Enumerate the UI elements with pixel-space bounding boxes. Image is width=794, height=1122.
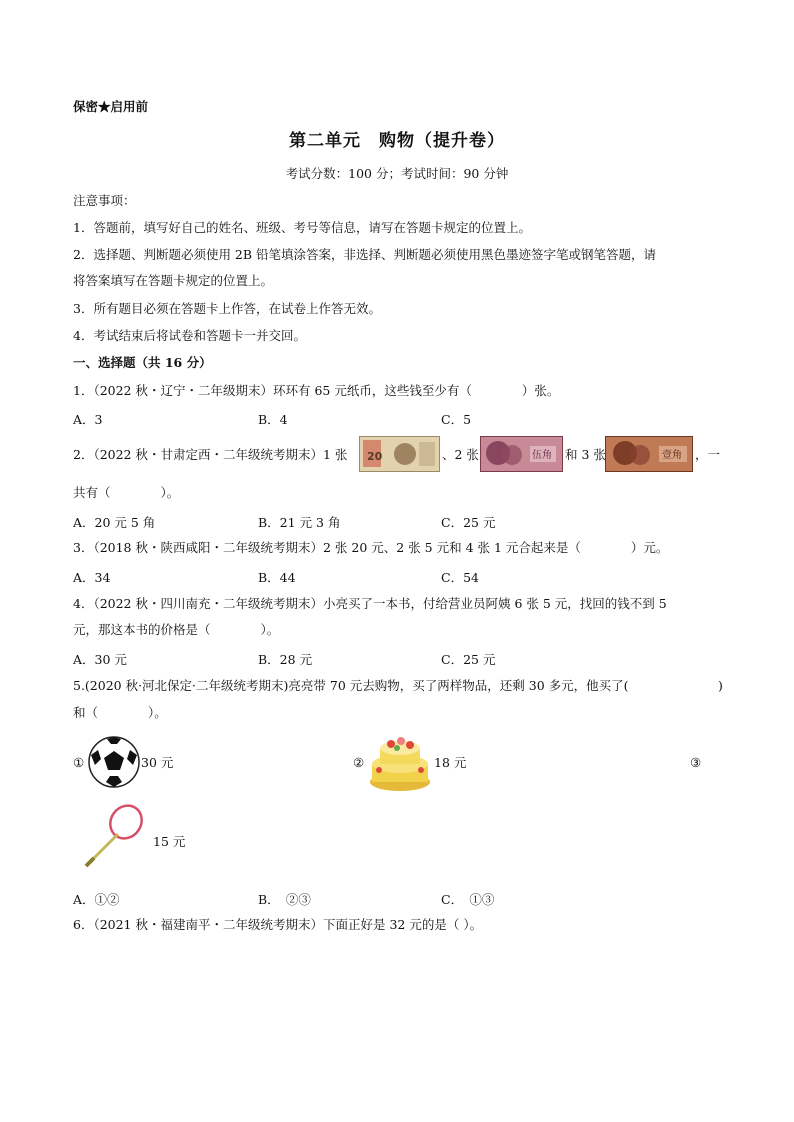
q1-option-a[interactable]: A．3 [73, 412, 103, 427]
q3-option-a[interactable]: A．34 [73, 570, 111, 585]
q2-stem-part3: 和 3 张 [565, 447, 606, 462]
note-3: 3．所有题目必须在答题卡上作答，在试卷上作答无效。 [73, 301, 381, 316]
banknote-20-yuan [359, 436, 440, 472]
item2-price: 18 元 [434, 755, 467, 770]
item1-price: 30 元 [141, 755, 174, 770]
note-2-line1: 2．选择题、判断题必须使用 2B 铅笔填涂答案，非选择、判断题必须使用黑色墨迹签字笔或钢笔答题，请 [73, 247, 657, 262]
q5-option-b[interactable]: B． ②③ [258, 892, 311, 907]
q5-option-a[interactable]: A．①② [73, 892, 120, 907]
q4-option-a[interactable]: A．30 元 [73, 652, 127, 667]
item3-price: 15 元 [153, 834, 186, 849]
confidential-label: 保密★启用前 [73, 99, 149, 114]
q3-stem: 3．（2018 秋・陕西咸阳・二年级统考期末）2 张 20 元、2 张 5 元和 4 张 1 元合起来是（ ）元。 [73, 540, 669, 555]
q2-stem-part1: 2．（2022 秋・甘肃定西・二年级统考期末）1 张 [73, 447, 348, 462]
q2-stem-part5: 共有（ ）。 [73, 485, 180, 500]
badminton-racket-icon [80, 802, 146, 870]
q1-option-c[interactable]: C．5 [441, 412, 472, 427]
soccer-ball-icon [87, 735, 141, 789]
note-2-line2: 将答案填写在答题卡规定的位置上。 [73, 273, 274, 288]
cake-icon [367, 730, 433, 794]
exam-info: 考试分数：100 分；考试时间：90 分钟 [285, 166, 509, 181]
notes-heading: 注意事项： [73, 193, 136, 208]
item2-marker: ② [353, 755, 365, 770]
q4-option-b[interactable]: B．28 元 [258, 652, 313, 667]
q2-stem-part4: ，一 [695, 447, 721, 462]
banknote-1-jiao [605, 436, 693, 472]
q2-option-b[interactable]: B．21 元 3 角 [258, 515, 341, 530]
q4-stem-line2: 元，那这本书的价格是（ ）。 [73, 622, 280, 637]
note-1: 1．答题前，填写好自己的姓名、班级、考号等信息，请写在答题卡规定的位置上。 [73, 220, 531, 235]
page-title: 第二单元 购物（提升卷） [289, 131, 505, 151]
section-heading: 一、选择题（共 16 分） [73, 355, 212, 370]
note-4: 4．考试结束后将试卷和答题卡一并交回。 [73, 328, 306, 343]
item1-marker: ① [73, 755, 85, 770]
q3-option-b[interactable]: B．44 [258, 570, 296, 585]
banknote-5-jiao-label: 伍角 [532, 450, 552, 461]
q2-option-a[interactable]: A．20 元 5 角 [73, 515, 156, 530]
item3-marker: ③ [690, 755, 702, 770]
q5-stem-line2: 和（ ）。 [73, 705, 167, 720]
q2-stem-part2: 、2 张 [442, 447, 479, 462]
q6-stem: 6．（2021 秋・福建南平・二年级统考期末）下面正好是 32 元的是（ ）。 [73, 917, 483, 932]
q5-option-c[interactable]: C． ①③ [441, 892, 495, 907]
q4-option-c[interactable]: C．25 元 [441, 652, 496, 667]
banknote-1-jiao-label: 壹角 [662, 450, 682, 461]
q4-stem-line1: 4．（2022 秋・四川南充・二年级统考期末）小亮买了一本书，付给营业员阿姨 6 张 5 元，找回的钱不到 5 [73, 596, 667, 611]
q3-option-c[interactable]: C．54 [441, 570, 479, 585]
q1-stem: 1．（2022 秋・辽宁・二年级期末）环环有 65 元纸币，这些钱至少有（ ）张。 [73, 383, 560, 398]
q5-stem-line1-end: ) [718, 678, 723, 693]
q2-option-c[interactable]: C．25 元 [441, 515, 496, 530]
banknote-5-jiao [480, 436, 563, 472]
banknote-20-label: 20 [367, 450, 383, 463]
q1-option-b[interactable]: B．4 [258, 412, 288, 427]
q5-stem-line1: 5.(2020 秋·河北保定·二年级统考期末)亮亮带 70 元去购物，买了两样物品，还剩 30 多元，他买了( [73, 678, 629, 693]
